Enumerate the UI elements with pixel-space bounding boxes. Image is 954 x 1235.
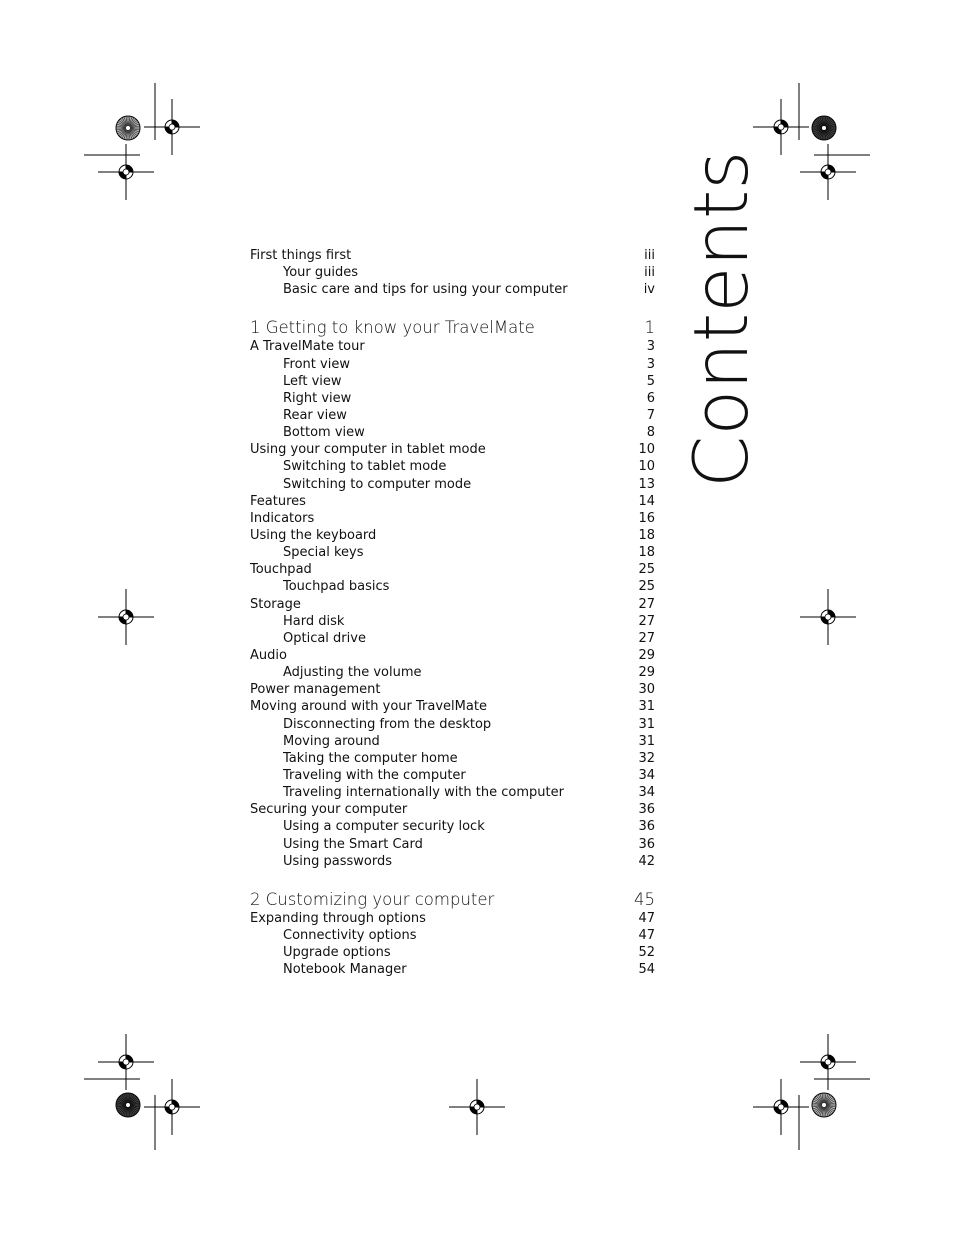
toc-entry-title: Using passwords <box>283 853 393 869</box>
toc-entry-page: 31 <box>638 716 655 732</box>
toc-entry-title: Touchpad basics <box>283 579 390 595</box>
toc-entry-title: Using a computer security lock <box>283 819 485 835</box>
toc-entry-page: 29 <box>638 647 655 663</box>
toc-entry-title: Notebook Manager <box>283 962 407 978</box>
toc-entry-page: 27 <box>638 613 655 629</box>
crosshair-circle-icon <box>144 1079 200 1135</box>
crosshair-circle-icon <box>449 1079 505 1135</box>
toc-entry-title: Using your computer in tablet mode <box>250 442 486 458</box>
toc-entry-title: Optical drive <box>283 630 366 646</box>
toc-entry-page: 3 <box>646 339 655 355</box>
toc-entry-title: Using the Smart Card <box>283 836 423 852</box>
starburst-wheel-icon <box>812 116 836 140</box>
toc-entry-page: 29 <box>638 665 655 681</box>
toc-entry-page: 36 <box>638 802 655 818</box>
toc-entry-page: iii <box>644 248 655 263</box>
crosshair-circle-icon <box>98 1034 154 1090</box>
toc-entry-page: 10 <box>638 442 655 458</box>
toc-entry-title: Securing your computer <box>250 802 408 818</box>
toc-entry-page: 36 <box>638 836 655 852</box>
toc-entry-page: 45 <box>634 889 655 909</box>
toc-entry-page: 3 <box>646 356 655 372</box>
starburst-wheel-icon <box>812 1093 836 1117</box>
toc-entry-page: 34 <box>638 767 655 783</box>
toc-entry-title: Right view <box>283 390 352 406</box>
toc-entry-title: Touchpad <box>250 562 312 578</box>
crosshair-circle-icon <box>753 1079 809 1135</box>
toc-entry-page: 25 <box>638 562 655 578</box>
toc-entry-page: 34 <box>638 785 655 801</box>
toc-entry-page: 25 <box>638 579 655 595</box>
crosshair-circle-icon <box>98 589 154 645</box>
toc-entry-title: Upgrade options <box>283 945 391 961</box>
toc-entry-page: 27 <box>638 630 655 646</box>
toc-entry-title: Adjusting the volume <box>283 665 422 681</box>
toc-entry-page: 14 <box>638 493 655 509</box>
toc-entry-page: 31 <box>638 733 655 749</box>
toc-entry-page: 54 <box>638 962 655 978</box>
toc-entry-page: 52 <box>638 945 655 961</box>
toc-entry-title: Moving around with your TravelMate <box>250 699 487 715</box>
toc-entry-title: Using the keyboard <box>250 527 377 543</box>
crosshair-circle-icon <box>144 99 200 155</box>
toc-entry-title: Left view <box>283 373 342 389</box>
toc-entry-title: Your guides <box>283 265 359 281</box>
toc-entry-page: iii <box>644 265 655 281</box>
toc-entry-page: 32 <box>638 750 655 766</box>
toc-entry-page: 47 <box>638 910 655 926</box>
toc-entry-title: Special keys <box>283 545 364 561</box>
toc-entry-title: Disconnecting from the desktop <box>283 716 492 732</box>
page-title-text: Contents <box>677 150 765 488</box>
toc-entry-title: Storage <box>250 596 301 612</box>
toc-entry-title: 1 Getting to know your TravelMate <box>250 318 535 338</box>
toc-entry-title: Connectivity options <box>283 927 417 943</box>
toc-entry-title: Audio <box>250 647 287 663</box>
toc-entry-title: Traveling with the computer <box>283 767 466 783</box>
toc-entry-title: Bottom view <box>283 425 365 441</box>
toc-entry-title: Moving around <box>283 733 380 749</box>
toc-entry-title: Switching to computer mode <box>283 476 472 492</box>
toc-entry-title: Basic care and tips for using your computer <box>283 282 568 298</box>
toc-entry-page: 18 <box>638 545 655 561</box>
toc-entry-title: Front view <box>283 356 350 372</box>
toc-entry-title: Hard disk <box>283 613 345 629</box>
toc-entry-title: 2 Customizing your computer <box>250 889 495 909</box>
crosshair-circle-icon <box>753 99 809 155</box>
toc-entry-page: 18 <box>638 527 655 543</box>
toc-entry-page: iv <box>643 282 655 298</box>
starburst-wheel-icon <box>116 116 140 140</box>
toc-entry-page: 1 <box>644 318 655 338</box>
toc-entry-page: 30 <box>638 682 655 698</box>
toc-entry-title: Expanding through options <box>250 910 426 926</box>
toc-entry-title: Rear view <box>283 407 347 423</box>
toc-entry-title: Taking the computer home <box>283 750 458 766</box>
toc-entry-page: 7 <box>646 407 655 423</box>
crosshair-circle-icon <box>800 144 856 200</box>
toc-entry-page: 36 <box>638 819 655 835</box>
toc-entry-page: 5 <box>646 373 655 389</box>
toc-entry-title: Features <box>250 493 306 509</box>
toc-entry-page: 47 <box>638 927 655 943</box>
toc-entry-page: 10 <box>638 459 655 475</box>
toc-entry-title: Switching to tablet mode <box>283 459 447 475</box>
toc-entry-page: 27 <box>638 596 655 612</box>
toc-entry-page: 13 <box>638 476 655 492</box>
toc-entry-page: 42 <box>638 853 655 869</box>
crosshair-circle-icon <box>800 1034 856 1090</box>
toc-entry-title: First things first <box>250 248 352 263</box>
crosshair-circle-icon <box>98 144 154 200</box>
toc-entry-title: Indicators <box>250 510 315 526</box>
crosshair-circle-icon <box>800 589 856 645</box>
toc-entry-title: Power management <box>250 682 381 698</box>
toc-entry-page: 6 <box>646 390 655 406</box>
toc-entry-page: 31 <box>638 699 655 715</box>
starburst-wheel-icon <box>116 1093 140 1117</box>
toc-entry-title: Traveling internationally with the computer <box>283 785 564 801</box>
toc-entry-title: A TravelMate tour <box>250 339 365 355</box>
toc-entry-page: 8 <box>646 425 655 441</box>
toc-entry-page: 16 <box>638 510 655 526</box>
